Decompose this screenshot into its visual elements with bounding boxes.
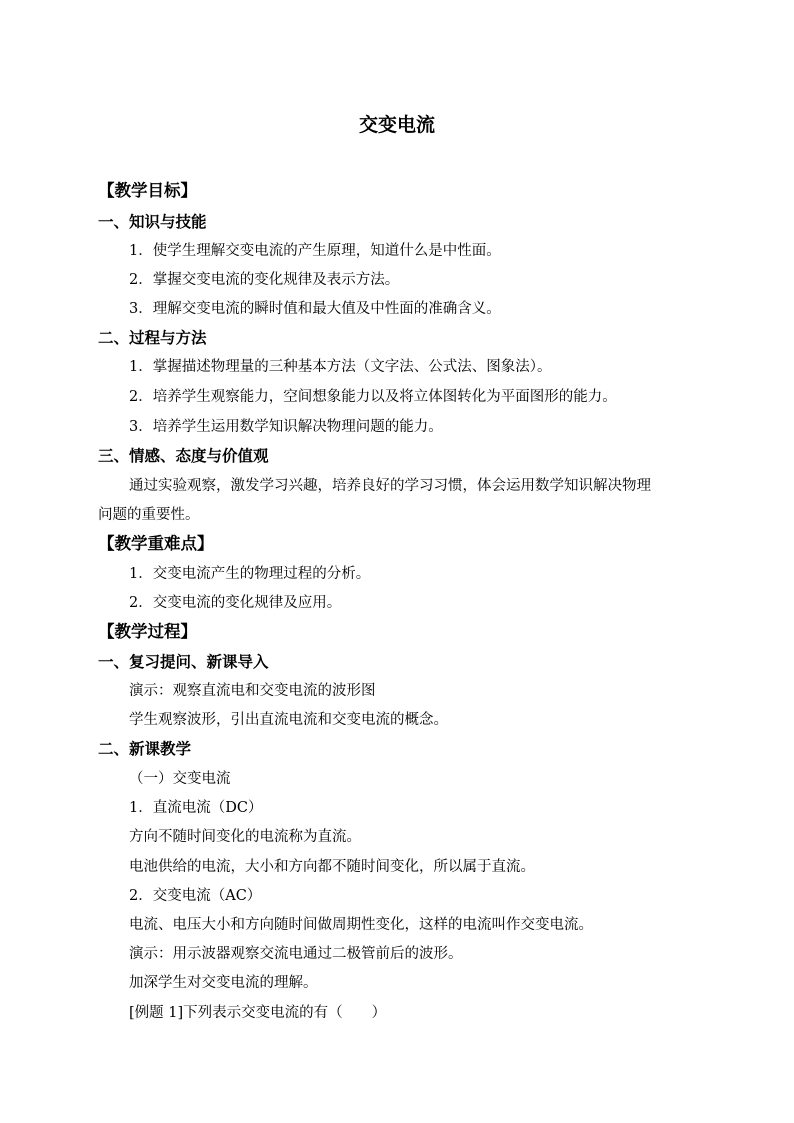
list-item: 2．交变电流的变化规律及应用。 xyxy=(129,595,342,611)
list-item: 1．使学生理解交变电流的产生原理，知道什么是中性面。 xyxy=(129,243,501,259)
list-item: 2．掌握交变电流的变化规律及表示方法。 xyxy=(129,272,400,288)
paragraph-line: 学生观察波形，引出直流电流和交变电流的概念。 xyxy=(129,712,448,728)
teaching-process-heading: 【教学过程】 xyxy=(98,622,197,641)
section-attitude-heading: 三、情感、态度与价值观 xyxy=(98,446,269,465)
paragraph-line: 加深学生对交变电流的理解。 xyxy=(129,975,318,991)
section-knowledge-heading: 一、知识与技能 xyxy=(98,212,207,231)
paragraph-line: 演示：用示波器观察交流电通过二极管前后的波形。 xyxy=(129,946,463,962)
dc-title: 1．直流电流（DC） xyxy=(129,800,263,816)
ac-title: 2．交变电流（AC） xyxy=(129,888,262,904)
document-title: 交变电流 xyxy=(358,114,435,136)
paragraph-line: 问题的重要性。 xyxy=(98,507,200,523)
example-question: [例题 1]下列表示交变电流的有（ ） xyxy=(129,1005,387,1021)
section-process-method-heading: 二、过程与方法 xyxy=(98,328,207,347)
subsection-heading: （一）交变电流 xyxy=(129,771,231,787)
list-item: 3．培养学生运用数学知识解决物理问题的能力。 xyxy=(129,419,443,435)
paragraph-line: 演示：观察直流电和交变电流的波形图 xyxy=(129,683,376,699)
paragraph-line: 电流、电压大小和方向随时间做周期性变化，这样的电流叫作交变电流。 xyxy=(129,917,593,933)
section-new-lesson-heading: 二、新课教学 xyxy=(98,739,192,758)
list-item: 1．交变电流产生的物理过程的分析。 xyxy=(129,566,371,582)
key-points-heading: 【教学重难点】 xyxy=(98,534,214,553)
paragraph-line: 方向不随时间变化的电流称为直流。 xyxy=(129,829,361,845)
paragraph-line: 电池供给的电流，大小和方向都不随时间变化，所以属于直流。 xyxy=(129,859,535,875)
paragraph-line: 通过实验观察，激发学习兴趣，培养良好的学习习惯，体会运用数学知识解决物理 xyxy=(129,478,651,494)
list-item: 2．培养学生观察能力，空间想象能力以及将立体图转化为平面图形的能力。 xyxy=(129,389,617,405)
list-item: 3．理解交变电流的瞬时值和最大值及中性面的准确含义。 xyxy=(129,301,501,317)
teaching-goals-heading: 【教学目标】 xyxy=(98,181,197,200)
section-review-heading: 一、复习提问、新课导入 xyxy=(98,652,269,671)
list-item: 1．掌握描述物理量的三种基本方法（文字法、公式法、图象法）。 xyxy=(129,359,552,375)
